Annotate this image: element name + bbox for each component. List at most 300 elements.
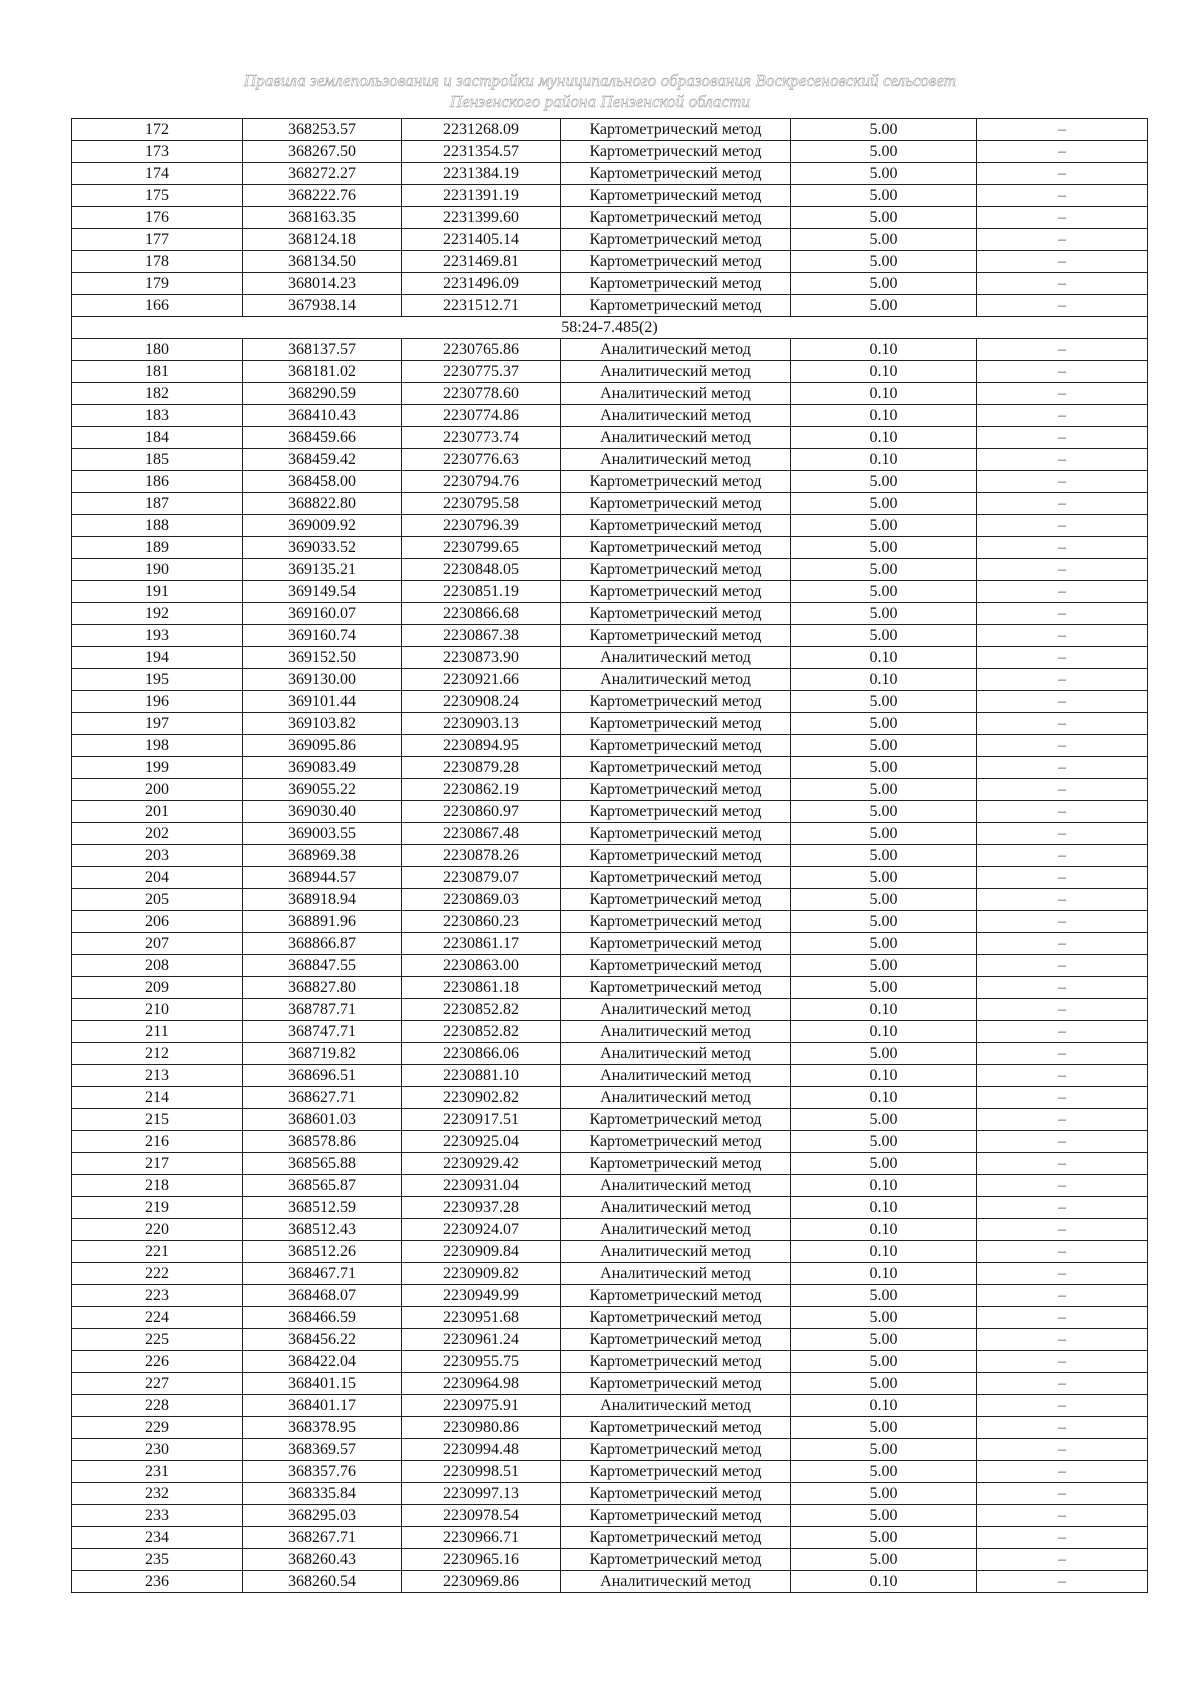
point-number-cell: 193 (72, 625, 243, 647)
accuracy-cell: 5.00 (791, 229, 977, 251)
point-number-cell: 213 (72, 1065, 243, 1087)
y-coordinate-cell: 2230969.86 (402, 1571, 561, 1593)
y-coordinate-cell: 2231512.71 (402, 295, 561, 317)
x-coordinate-cell: 367938.14 (243, 295, 402, 317)
y-coordinate-cell: 2230867.38 (402, 625, 561, 647)
description-cell: – (977, 1505, 1148, 1527)
accuracy-cell: 5.00 (791, 1307, 977, 1329)
accuracy-cell: 5.00 (791, 1439, 977, 1461)
y-coordinate-cell: 2230908.24 (402, 691, 561, 713)
accuracy-cell: 5.00 (791, 1329, 977, 1351)
y-coordinate-cell: 2230799.65 (402, 537, 561, 559)
y-coordinate-cell: 2230866.06 (402, 1043, 561, 1065)
table-row (72, 603, 1148, 625)
point-number-cell: 224 (72, 1307, 243, 1329)
x-coordinate-cell: 368335.84 (243, 1483, 402, 1505)
point-number-cell: 192 (72, 603, 243, 625)
y-coordinate-cell: 2230863.00 (402, 955, 561, 977)
table-row (72, 1439, 1148, 1461)
accuracy-cell: 0.10 (791, 449, 977, 471)
point-number-cell: 179 (72, 273, 243, 295)
method-cell: Картометрический метод (561, 1417, 791, 1439)
y-coordinate-cell: 2230998.51 (402, 1461, 561, 1483)
point-number-cell: 172 (72, 119, 243, 141)
table-row (72, 141, 1148, 163)
description-cell: – (977, 713, 1148, 735)
point-number-cell: 201 (72, 801, 243, 823)
table-row (72, 251, 1148, 273)
point-number-cell: 166 (72, 295, 243, 317)
x-coordinate-cell: 368468.07 (243, 1285, 402, 1307)
table-row (72, 977, 1148, 999)
table-row (72, 207, 1148, 229)
point-number-cell: 186 (72, 471, 243, 493)
description-cell: – (977, 1571, 1148, 1593)
table-row (72, 1329, 1148, 1351)
method-cell: Картометрический метод (561, 1351, 791, 1373)
point-number-cell: 208 (72, 955, 243, 977)
table-row (72, 1043, 1148, 1065)
y-coordinate-cell: 2230921.66 (402, 669, 561, 691)
description-cell: – (977, 647, 1148, 669)
table-row (72, 1527, 1148, 1549)
description-cell: – (977, 867, 1148, 889)
x-coordinate-cell: 368410.43 (243, 405, 402, 427)
table-row (72, 1395, 1148, 1417)
point-number-cell: 222 (72, 1263, 243, 1285)
description-cell: – (977, 977, 1148, 999)
x-coordinate-cell: 368601.03 (243, 1109, 402, 1131)
y-coordinate-cell: 2230925.04 (402, 1131, 561, 1153)
point-number-cell: 226 (72, 1351, 243, 1373)
y-coordinate-cell: 2230951.68 (402, 1307, 561, 1329)
y-coordinate-cell: 2230997.13 (402, 1483, 561, 1505)
table-row (72, 1307, 1148, 1329)
method-cell: Аналитический метод (561, 669, 791, 691)
method-cell: Картометрический метод (561, 603, 791, 625)
x-coordinate-cell: 368459.66 (243, 427, 402, 449)
method-cell: Аналитический метод (561, 449, 791, 471)
description-cell: – (977, 1153, 1148, 1175)
x-coordinate-cell: 368459.42 (243, 449, 402, 471)
accuracy-cell: 0.10 (791, 361, 977, 383)
description-cell: – (977, 1527, 1148, 1549)
table-row (72, 537, 1148, 559)
description-cell: – (977, 1461, 1148, 1483)
x-coordinate-cell: 368512.59 (243, 1197, 402, 1219)
y-coordinate-cell: 2230929.42 (402, 1153, 561, 1175)
y-coordinate-cell: 2230937.28 (402, 1197, 561, 1219)
point-number-cell: 223 (72, 1285, 243, 1307)
point-number-cell: 205 (72, 889, 243, 911)
y-coordinate-cell: 2231399.60 (402, 207, 561, 229)
x-coordinate-cell: 368260.54 (243, 1571, 402, 1593)
accuracy-cell: 0.10 (791, 999, 977, 1021)
point-number-cell: 175 (72, 185, 243, 207)
accuracy-cell: 0.10 (791, 427, 977, 449)
description-cell: – (977, 119, 1148, 141)
point-number-cell: 173 (72, 141, 243, 163)
y-coordinate-cell: 2230879.28 (402, 757, 561, 779)
y-coordinate-cell: 2230867.48 (402, 823, 561, 845)
y-coordinate-cell: 2231354.57 (402, 141, 561, 163)
description-cell: – (977, 339, 1148, 361)
x-coordinate-cell: 368827.80 (243, 977, 402, 999)
y-coordinate-cell: 2230776.63 (402, 449, 561, 471)
description-cell: – (977, 229, 1148, 251)
description-cell: – (977, 273, 1148, 295)
accuracy-cell: 5.00 (791, 889, 977, 911)
table-row (72, 911, 1148, 933)
method-cell: Картометрический метод (561, 493, 791, 515)
x-coordinate-cell: 368696.51 (243, 1065, 402, 1087)
x-coordinate-cell: 368222.76 (243, 185, 402, 207)
x-coordinate-cell: 368822.80 (243, 493, 402, 515)
method-cell: Аналитический метод (561, 1197, 791, 1219)
method-cell: Аналитический метод (561, 1043, 791, 1065)
method-cell: Картометрический метод (561, 1153, 791, 1175)
accuracy-cell: 5.00 (791, 977, 977, 999)
table-row (72, 427, 1148, 449)
table-row (72, 559, 1148, 581)
table-row (72, 1109, 1148, 1131)
accuracy-cell: 5.00 (791, 845, 977, 867)
description-cell: – (977, 449, 1148, 471)
description-cell: – (977, 691, 1148, 713)
accuracy-cell: 5.00 (791, 911, 977, 933)
point-number-cell: 178 (72, 251, 243, 273)
point-number-cell: 196 (72, 691, 243, 713)
accuracy-cell: 5.00 (791, 515, 977, 537)
table-row (72, 757, 1148, 779)
point-number-cell: 194 (72, 647, 243, 669)
table-row (72, 1571, 1148, 1593)
accuracy-cell: 5.00 (791, 691, 977, 713)
method-cell: Аналитический метод (561, 1087, 791, 1109)
accuracy-cell: 5.00 (791, 471, 977, 493)
point-number-cell: 184 (72, 427, 243, 449)
method-cell: Картометрический метод (561, 1329, 791, 1351)
method-cell: Картометрический метод (561, 801, 791, 823)
accuracy-cell: 5.00 (791, 207, 977, 229)
table-row (72, 295, 1148, 317)
method-cell: Картометрический метод (561, 1505, 791, 1527)
method-cell: Аналитический метод (561, 1065, 791, 1087)
x-coordinate-cell: 369101.44 (243, 691, 402, 713)
accuracy-cell: 5.00 (791, 1483, 977, 1505)
method-cell: Картометрический метод (561, 867, 791, 889)
accuracy-cell: 5.00 (791, 1043, 977, 1065)
point-number-cell: 180 (72, 339, 243, 361)
description-cell: – (977, 933, 1148, 955)
description-cell: – (977, 493, 1148, 515)
description-cell: – (977, 669, 1148, 691)
method-cell: Картометрический метод (561, 911, 791, 933)
section-label: 58:24-7.485(2) (72, 317, 1148, 339)
method-cell: Картометрический метод (561, 251, 791, 273)
accuracy-cell: 0.10 (791, 405, 977, 427)
table-row (72, 229, 1148, 251)
description-cell: – (977, 603, 1148, 625)
table-row (72, 1241, 1148, 1263)
table-row (72, 889, 1148, 911)
accuracy-cell: 5.00 (791, 1461, 977, 1483)
point-number-cell: 219 (72, 1197, 243, 1219)
description-cell: – (977, 1285, 1148, 1307)
point-number-cell: 231 (72, 1461, 243, 1483)
x-coordinate-cell: 368719.82 (243, 1043, 402, 1065)
x-coordinate-cell: 368847.55 (243, 955, 402, 977)
method-cell: Картометрический метод (561, 757, 791, 779)
table-row (72, 339, 1148, 361)
accuracy-cell: 5.00 (791, 493, 977, 515)
table-row (72, 361, 1148, 383)
method-cell: Аналитический метод (561, 383, 791, 405)
point-number-cell: 228 (72, 1395, 243, 1417)
table-body-top (72, 119, 1148, 317)
method-cell: Картометрический метод (561, 141, 791, 163)
description-cell: – (977, 735, 1148, 757)
point-number-cell: 191 (72, 581, 243, 603)
table-row (72, 1219, 1148, 1241)
method-cell: Аналитический метод (561, 1395, 791, 1417)
description-cell: – (977, 383, 1148, 405)
point-number-cell: 200 (72, 779, 243, 801)
method-cell: Картометрический метод (561, 1483, 791, 1505)
x-coordinate-cell: 368369.57 (243, 1439, 402, 1461)
description-cell: – (977, 1131, 1148, 1153)
y-coordinate-cell: 2230949.99 (402, 1285, 561, 1307)
point-number-cell: 229 (72, 1417, 243, 1439)
x-coordinate-cell: 368944.57 (243, 867, 402, 889)
table-row (72, 1285, 1148, 1307)
method-cell: Картометрический метод (561, 163, 791, 185)
x-coordinate-cell: 369003.55 (243, 823, 402, 845)
x-coordinate-cell: 368401.15 (243, 1373, 402, 1395)
description-cell: – (977, 1329, 1148, 1351)
table-row (72, 383, 1148, 405)
x-coordinate-cell: 368512.43 (243, 1219, 402, 1241)
table-row (72, 823, 1148, 845)
y-coordinate-cell: 2230860.23 (402, 911, 561, 933)
table-row (72, 449, 1148, 471)
y-coordinate-cell: 2231391.19 (402, 185, 561, 207)
accuracy-cell: 0.10 (791, 1219, 977, 1241)
description-cell: – (977, 185, 1148, 207)
description-cell: – (977, 581, 1148, 603)
accuracy-cell: 5.00 (791, 1373, 977, 1395)
description-cell: – (977, 889, 1148, 911)
x-coordinate-cell: 369009.92 (243, 515, 402, 537)
method-cell: Картометрический метод (561, 735, 791, 757)
y-coordinate-cell: 2231469.81 (402, 251, 561, 273)
accuracy-cell: 0.10 (791, 1175, 977, 1197)
header-line-2: Пензенского района Пензенской области (449, 92, 751, 111)
y-coordinate-cell: 2230902.82 (402, 1087, 561, 1109)
x-coordinate-cell: 368134.50 (243, 251, 402, 273)
description-cell: – (977, 955, 1148, 977)
description-cell: – (977, 207, 1148, 229)
y-coordinate-cell: 2230978.54 (402, 1505, 561, 1527)
method-cell: Картометрический метод (561, 273, 791, 295)
table-row (72, 515, 1148, 537)
table-row (72, 1131, 1148, 1153)
point-number-cell: 207 (72, 933, 243, 955)
x-coordinate-cell: 369055.22 (243, 779, 402, 801)
table-row (72, 801, 1148, 823)
x-coordinate-cell: 368565.87 (243, 1175, 402, 1197)
method-cell: Картометрический метод (561, 229, 791, 251)
y-coordinate-cell: 2230866.68 (402, 603, 561, 625)
description-cell: – (977, 999, 1148, 1021)
point-number-cell: 234 (72, 1527, 243, 1549)
accuracy-cell: 5.00 (791, 867, 977, 889)
method-cell: Картометрический метод (561, 581, 791, 603)
x-coordinate-cell: 369103.82 (243, 713, 402, 735)
method-cell: Аналитический метод (561, 999, 791, 1021)
x-coordinate-cell: 368267.50 (243, 141, 402, 163)
table-row (72, 625, 1148, 647)
accuracy-cell: 5.00 (791, 823, 977, 845)
point-number-cell: 220 (72, 1219, 243, 1241)
table-row (72, 1483, 1148, 1505)
y-coordinate-cell: 2230975.91 (402, 1395, 561, 1417)
point-number-cell: 236 (72, 1571, 243, 1593)
point-number-cell: 181 (72, 361, 243, 383)
table-row (72, 845, 1148, 867)
description-cell: – (977, 471, 1148, 493)
point-number-cell: 185 (72, 449, 243, 471)
x-coordinate-cell: 369083.49 (243, 757, 402, 779)
y-coordinate-cell: 2230796.39 (402, 515, 561, 537)
y-coordinate-cell: 2230852.82 (402, 999, 561, 1021)
table-row (72, 867, 1148, 889)
description-cell: – (977, 1373, 1148, 1395)
x-coordinate-cell: 368124.18 (243, 229, 402, 251)
description-cell: – (977, 1175, 1148, 1197)
y-coordinate-cell: 2230965.16 (402, 1549, 561, 1571)
x-coordinate-cell: 369130.00 (243, 669, 402, 691)
table-row (72, 1153, 1148, 1175)
accuracy-cell: 5.00 (791, 141, 977, 163)
accuracy-cell: 5.00 (791, 1153, 977, 1175)
table-row (72, 1505, 1148, 1527)
table-row (72, 163, 1148, 185)
table-row (72, 1461, 1148, 1483)
method-cell: Картометрический метод (561, 471, 791, 493)
accuracy-cell: 5.00 (791, 1285, 977, 1307)
y-coordinate-cell: 2230851.19 (402, 581, 561, 603)
section-row (72, 317, 1148, 339)
x-coordinate-cell: 368456.22 (243, 1329, 402, 1351)
description-cell: – (977, 625, 1148, 647)
point-number-cell: 204 (72, 867, 243, 889)
y-coordinate-cell: 2230869.03 (402, 889, 561, 911)
method-cell: Картометрический метод (561, 1461, 791, 1483)
accuracy-cell: 0.10 (791, 1395, 977, 1417)
description-cell: – (977, 1483, 1148, 1505)
method-cell: Картометрический метод (561, 1527, 791, 1549)
table-row (72, 1065, 1148, 1087)
y-coordinate-cell: 2230775.37 (402, 361, 561, 383)
accuracy-cell: 0.10 (791, 383, 977, 405)
description-cell: – (977, 1219, 1148, 1241)
y-coordinate-cell: 2230848.05 (402, 559, 561, 581)
point-number-cell: 183 (72, 405, 243, 427)
x-coordinate-cell: 369152.50 (243, 647, 402, 669)
accuracy-cell: 0.10 (791, 1065, 977, 1087)
table-row (72, 1021, 1148, 1043)
method-cell: Аналитический метод (561, 339, 791, 361)
x-coordinate-cell: 368014.23 (243, 273, 402, 295)
description-cell: – (977, 1197, 1148, 1219)
method-cell: Аналитический метод (561, 1219, 791, 1241)
table-row (72, 471, 1148, 493)
method-cell: Картометрический метод (561, 1285, 791, 1307)
x-coordinate-cell: 368163.35 (243, 207, 402, 229)
y-coordinate-cell: 2230961.24 (402, 1329, 561, 1351)
y-coordinate-cell: 2231268.09 (402, 119, 561, 141)
x-coordinate-cell: 368787.71 (243, 999, 402, 1021)
accuracy-cell: 5.00 (791, 537, 977, 559)
accuracy-cell: 0.10 (791, 647, 977, 669)
description-cell: – (977, 559, 1148, 581)
point-number-cell: 182 (72, 383, 243, 405)
table-row (72, 933, 1148, 955)
method-cell: Аналитический метод (561, 1263, 791, 1285)
x-coordinate-cell: 368578.86 (243, 1131, 402, 1153)
accuracy-cell: 5.00 (791, 713, 977, 735)
method-cell: Аналитический метод (561, 1175, 791, 1197)
method-cell: Картометрический метод (561, 933, 791, 955)
point-number-cell: 215 (72, 1109, 243, 1131)
method-cell: Картометрический метод (561, 713, 791, 735)
table-body-bottom (72, 339, 1148, 1593)
accuracy-cell: 5.00 (791, 1549, 977, 1571)
method-cell: Картометрический метод (561, 207, 791, 229)
description-cell: – (977, 251, 1148, 273)
x-coordinate-cell: 368253.57 (243, 119, 402, 141)
table-row (72, 119, 1148, 141)
description-cell: – (977, 845, 1148, 867)
accuracy-cell: 5.00 (791, 295, 977, 317)
x-coordinate-cell: 368458.00 (243, 471, 402, 493)
point-number-cell: 232 (72, 1483, 243, 1505)
x-coordinate-cell: 368378.95 (243, 1417, 402, 1439)
table-row (72, 493, 1148, 515)
accuracy-cell: 5.00 (791, 163, 977, 185)
description-cell: – (977, 515, 1148, 537)
table-row (72, 1549, 1148, 1571)
table-row (72, 955, 1148, 977)
description-cell: – (977, 1021, 1148, 1043)
accuracy-cell: 5.00 (791, 1109, 977, 1131)
description-cell: – (977, 911, 1148, 933)
accuracy-cell: 0.10 (791, 669, 977, 691)
point-number-cell: 209 (72, 977, 243, 999)
method-cell: Картометрический метод (561, 977, 791, 999)
point-number-cell: 189 (72, 537, 243, 559)
x-coordinate-cell: 369135.21 (243, 559, 402, 581)
table-row (72, 713, 1148, 735)
x-coordinate-cell: 368866.87 (243, 933, 402, 955)
description-cell: – (977, 405, 1148, 427)
method-cell: Аналитический метод (561, 361, 791, 383)
method-cell: Картометрический метод (561, 185, 791, 207)
accuracy-cell: 5.00 (791, 251, 977, 273)
point-number-cell: 202 (72, 823, 243, 845)
description-cell: – (977, 1263, 1148, 1285)
